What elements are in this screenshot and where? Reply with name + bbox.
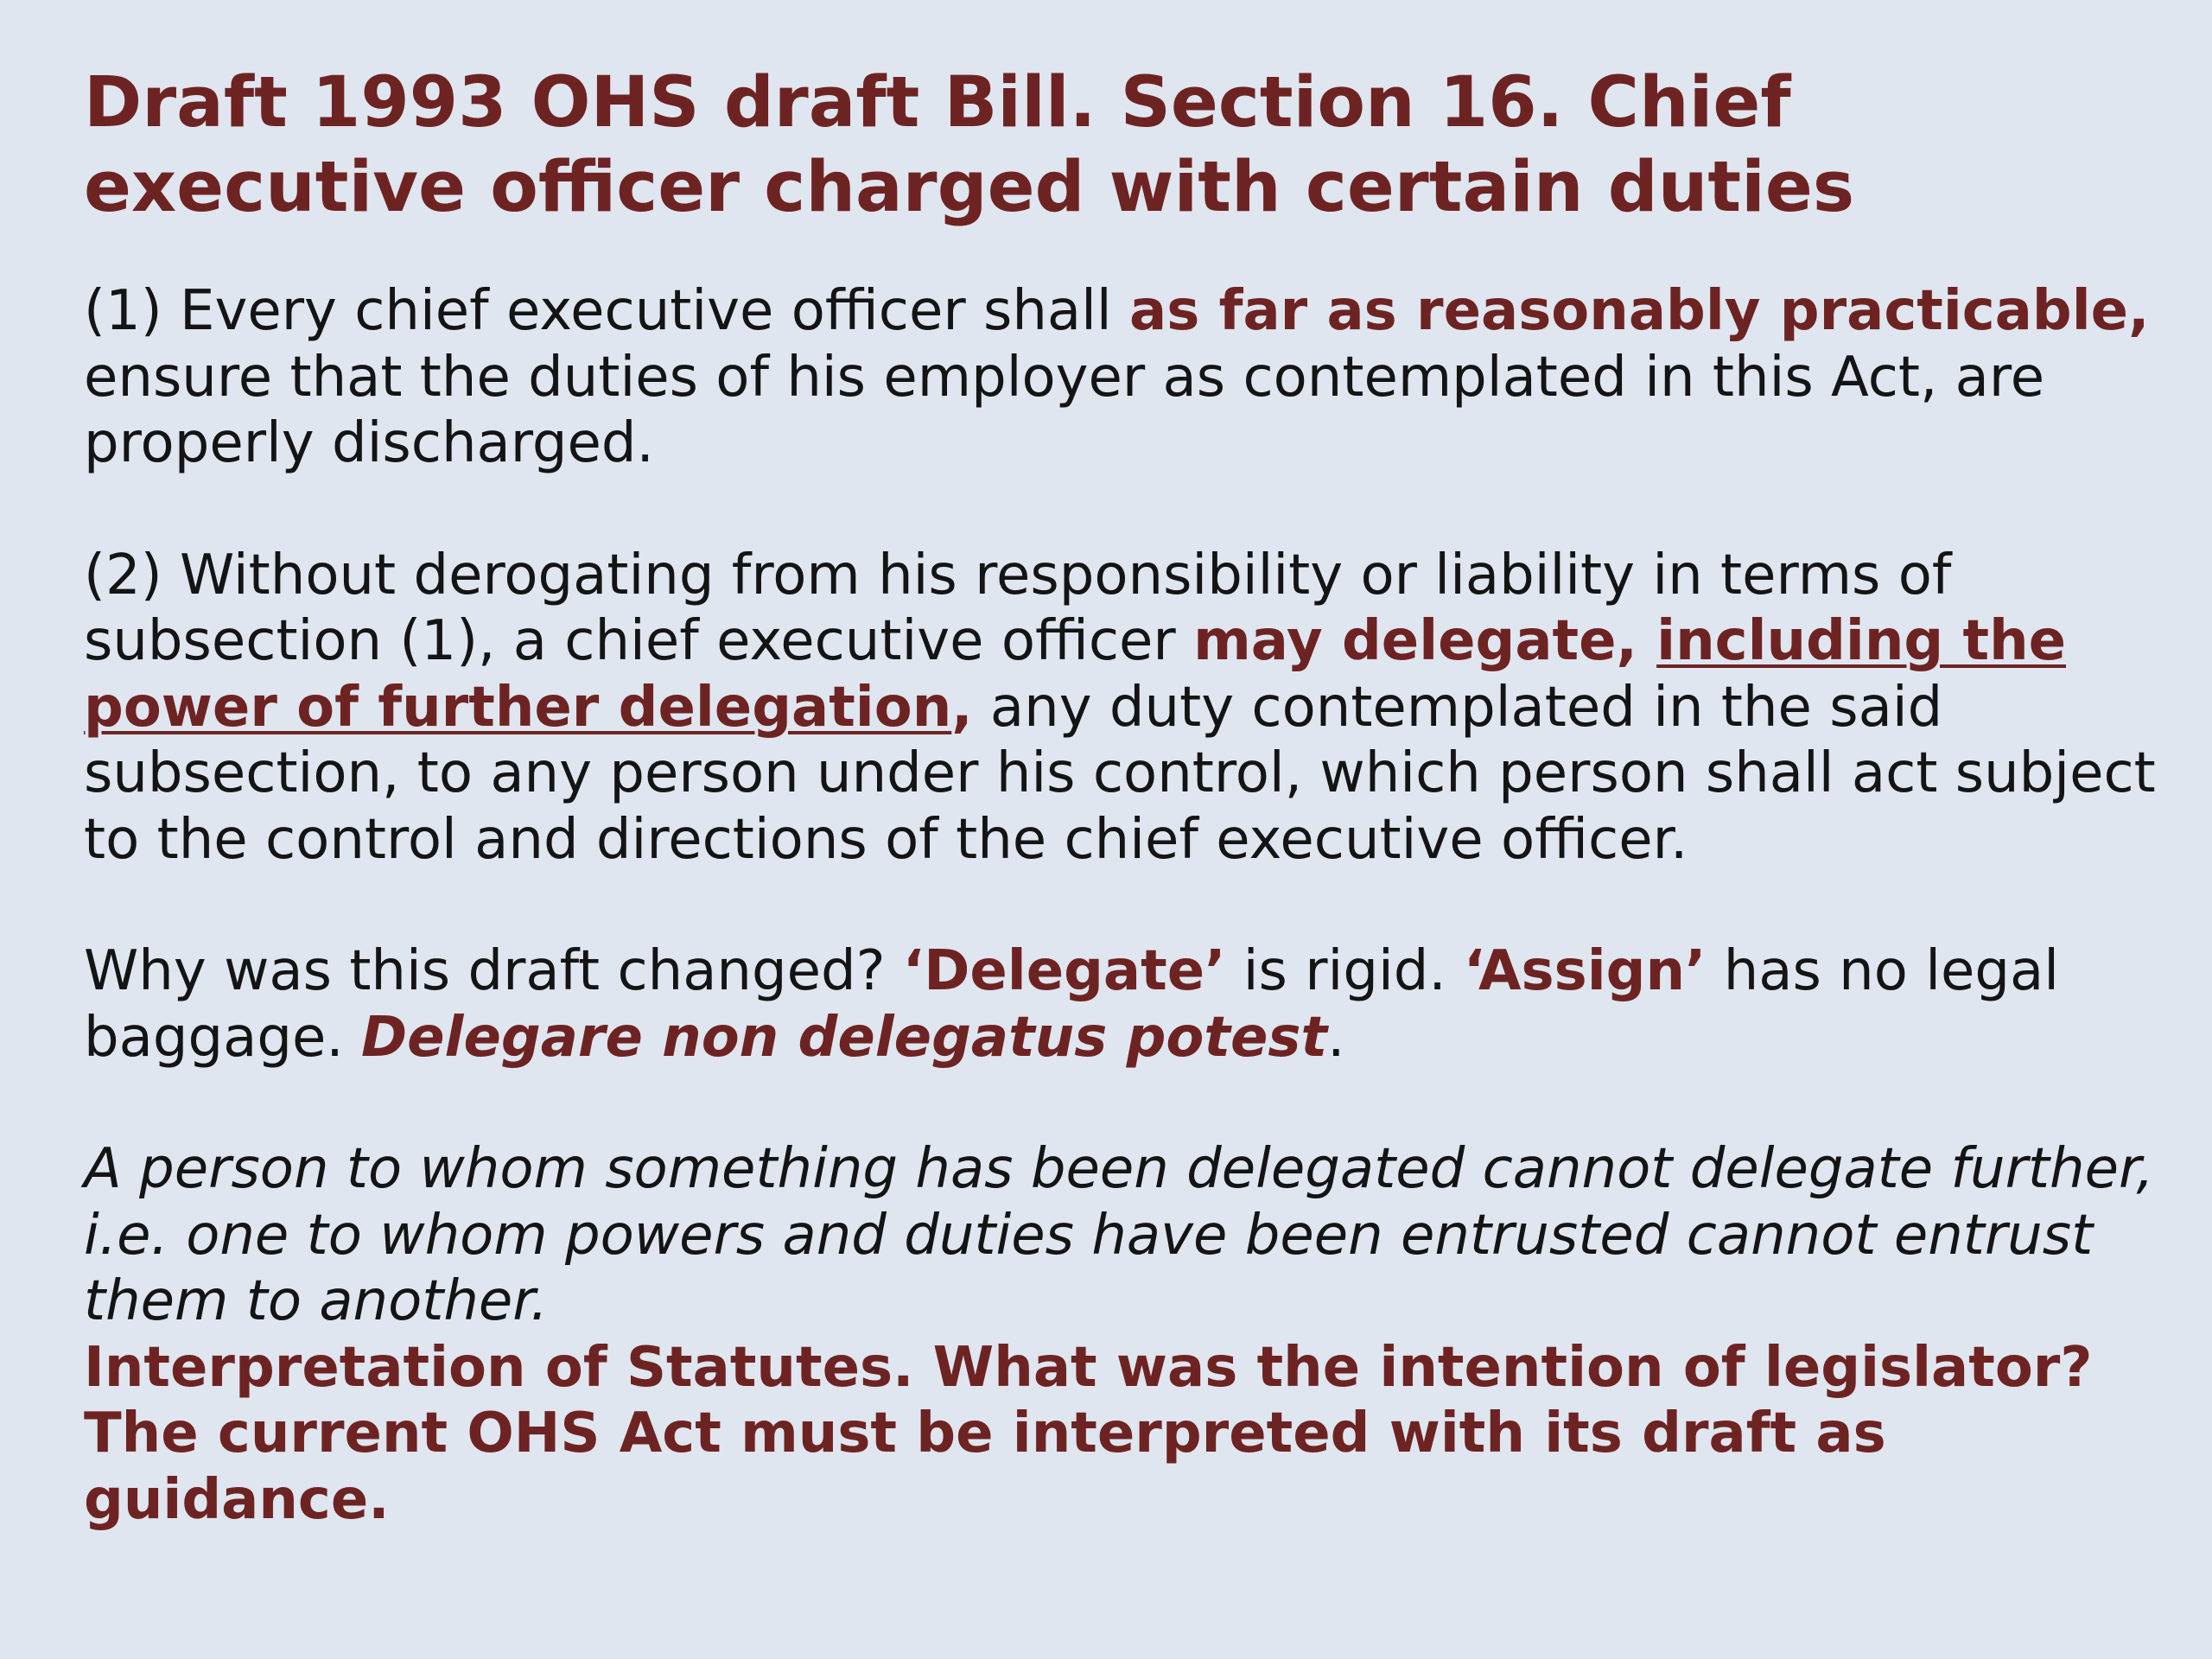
subsection-2-emphasis: may delegate, [1193, 609, 1657, 673]
term-delegate: ‘Delegate’ [902, 939, 1226, 1003]
subsection-2-underlined-emphasis: including the power of further delegation [84, 609, 2067, 740]
why-text-1: is rigid. [1225, 939, 1465, 1003]
subsection-1-intro: (1) Every chief executive officer shall [84, 279, 1130, 343]
subsection-2-emphasis-comma: , [951, 675, 973, 740]
paragraph-why-changed [84, 938, 2158, 1071]
paragraph-maxim-translation: A person to whom something has been delegated cannot delegate further, i.e. one to whom powers and duties have been entrusted cannot entrust them to another. [84, 1137, 2154, 1333]
slide-content [84, 60, 2158, 1533]
paragraph-subsection-1 [84, 278, 2158, 477]
interpretation-emphasis: Interpretation of Statutes. What was the intention of legislator? The current OHS Act must be interpreted with its draft as guidance. [84, 1335, 2093, 1532]
term-assign: ‘Assign’ [1464, 939, 1707, 1003]
subsection-2-rest: any duty contemplated in the said subsection, to any person under his control, which person shall act subject to the control and directions of the chief executive officer. [84, 675, 2156, 872]
slide-title: Draft 1993 OHS draft Bill. Section 16. Chief executive officer charged with certain duties [84, 62, 1855, 228]
paragraph-subsection-2 [84, 543, 2158, 874]
why-end: . [1327, 1005, 1345, 1070]
subsection-1-emphasis: as far as reasonably practicable, [1129, 279, 2150, 343]
subsection-2-intro: (2) Without derogating from his responsibility or liability in terms of subsection (1), a chief executive officer [84, 543, 1952, 673]
paragraph-interpretation [84, 1335, 2158, 1534]
why-text-2: has no legal baggage. [84, 939, 2059, 1070]
why-question: Why was this draft changed? [84, 939, 903, 1003]
latin-maxim: Delegare non delegatus potest [361, 1005, 1328, 1070]
subsection-1-rest: ensure that the duties of his employer as contemplated in this Act, are properly discharged. [84, 345, 2045, 475]
